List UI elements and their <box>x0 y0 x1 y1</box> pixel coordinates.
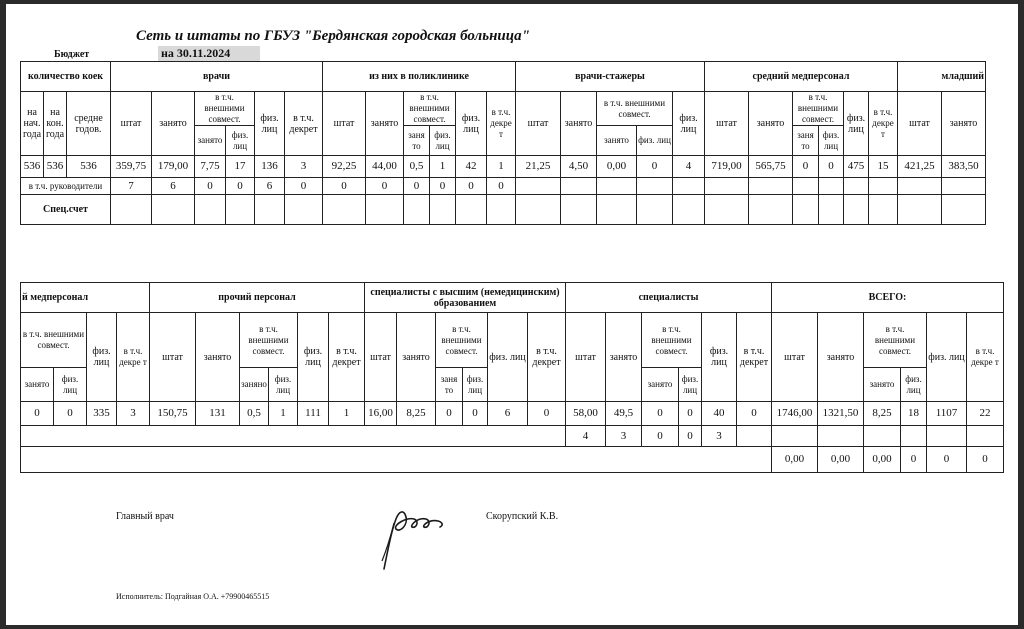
col-avg: средне годов. <box>67 92 111 156</box>
table-cell: 0 <box>793 156 819 178</box>
col-phys: физ. лиц <box>488 313 528 402</box>
col-phys: физ. лиц <box>463 368 488 402</box>
empty-cell <box>323 195 366 225</box>
table-cell: 6 <box>255 178 285 195</box>
empty-cell <box>898 178 942 195</box>
col-occupied: занято <box>21 368 54 402</box>
table-cell: 0 <box>637 156 673 178</box>
table-cell: 40 <box>702 402 737 426</box>
col-leave: в т.ч. декрет <box>528 313 566 402</box>
table-cell: 44,00 <box>366 156 404 178</box>
col-occupied: заня то <box>404 126 430 156</box>
table-cell: 0,5 <box>240 402 269 426</box>
table-cell: 4 <box>673 156 705 178</box>
empty-cell <box>942 178 986 195</box>
col-phys: физ. лиц <box>269 368 298 402</box>
table-cell: 1746,00 <box>772 402 818 426</box>
table-cell: 0 <box>642 426 679 447</box>
document-title: Сеть и штаты по ГБУЗ "Бердянская городская больница" <box>136 28 530 44</box>
table-cell: 0 <box>430 178 456 195</box>
table-cell: 3 <box>606 426 642 447</box>
col-incl-ext: в т.ч. внешними совмест. <box>597 92 673 126</box>
table-cell: 22 <box>967 402 1004 426</box>
col-at-end: на кон. года <box>44 92 67 156</box>
empty-cell <box>673 178 705 195</box>
empty-cell <box>901 426 927 447</box>
col-incl-ext: в т.ч. внешними совмест. <box>195 92 255 126</box>
table-row <box>21 178 986 195</box>
table-cell: 0 <box>285 178 323 195</box>
header-specialists: специалисты <box>566 283 772 313</box>
header-junior-cont: й медперсонал <box>21 283 150 313</box>
table-cell: 111 <box>298 402 329 426</box>
table-cell: 0 <box>737 402 772 426</box>
empty-cell <box>793 178 819 195</box>
table-cell: 536 <box>44 156 67 178</box>
table-cell: 475 <box>844 156 869 178</box>
table-cell: 0 <box>436 402 463 426</box>
table-cell: 3 <box>702 426 737 447</box>
col-occupied: заняно <box>240 368 269 402</box>
table-cell: 0,00 <box>818 447 864 473</box>
col-occupied: занято <box>864 368 901 402</box>
report-date: на 30.11.2024 <box>158 46 260 61</box>
table-cell: 179,00 <box>152 156 195 178</box>
col-occupied: занято <box>942 92 986 156</box>
table-cell: 1 <box>329 402 365 426</box>
table-row <box>21 447 1004 473</box>
col-occupied: занято <box>749 92 793 156</box>
table-cell: 0 <box>927 447 967 473</box>
table-row <box>21 156 986 178</box>
signature-icon <box>366 489 456 579</box>
table-cell: 536 <box>67 156 111 178</box>
empty-cell <box>818 426 864 447</box>
table-cell: 1 <box>487 156 516 178</box>
col-occupied: занято <box>597 126 637 156</box>
header-doctors: врачи <box>111 62 323 92</box>
col-occupied: занято <box>818 313 864 402</box>
table-cell: 1321,50 <box>818 402 864 426</box>
staffing-table-top <box>20 61 986 225</box>
col-phys: физ. лиц <box>702 313 737 402</box>
budget-label: Бюджет <box>54 49 90 60</box>
table-cell: 21,25 <box>516 156 561 178</box>
table-cell: 58,00 <box>566 402 606 426</box>
empty-cell <box>21 426 566 447</box>
empty-cell <box>152 195 195 225</box>
col-staff: штат <box>365 313 397 402</box>
col-phys: физ. лиц <box>679 368 702 402</box>
empty-cell <box>561 178 597 195</box>
empty-cell <box>597 178 637 195</box>
table-cell: 18 <box>901 402 927 426</box>
table-cell: 0,00 <box>772 447 818 473</box>
col-phys: физ. лиц <box>927 313 967 402</box>
empty-cell <box>864 426 901 447</box>
signer-name: Скорупский К.В. <box>486 511 559 522</box>
table-cell: 15 <box>869 156 898 178</box>
empty-cell <box>819 178 844 195</box>
empty-cell <box>366 195 404 225</box>
table-cell: 0 <box>679 402 702 426</box>
empty-cell <box>749 178 793 195</box>
empty-cell <box>487 195 516 225</box>
empty-cell <box>516 195 561 225</box>
empty-cell <box>516 178 561 195</box>
col-phys: физ. лиц <box>298 313 329 402</box>
col-occupied: заня то <box>793 126 819 156</box>
header-junior: младший <box>898 62 986 92</box>
col-phys: физ. лиц <box>87 313 117 402</box>
table-cell: 16,00 <box>365 402 397 426</box>
col-leave: в т.ч. декре т <box>967 313 1004 402</box>
empty-cell <box>793 195 819 225</box>
table-cell: 0 <box>323 178 366 195</box>
empty-cell <box>561 195 597 225</box>
col-occupied: занято <box>606 313 642 402</box>
empty-cell <box>597 195 637 225</box>
col-incl-ext: в т.ч. внешними совмест. <box>642 313 702 368</box>
table-cell: 4 <box>566 426 606 447</box>
table-cell: 1107 <box>927 402 967 426</box>
col-phys: физ. лиц <box>54 368 87 402</box>
empty-cell <box>226 195 255 225</box>
col-phys: физ. лиц <box>226 126 255 156</box>
table-cell: 0 <box>54 402 87 426</box>
col-occupied: занято <box>195 126 226 156</box>
table-cell: 0,00 <box>864 447 901 473</box>
empty-cell <box>21 447 772 473</box>
col-phys: физ. лиц <box>819 126 844 156</box>
col-incl-ext: в т.ч. внешними совмест. <box>864 313 927 368</box>
empty-cell <box>404 195 430 225</box>
col-phys: физ. лиц <box>637 126 673 156</box>
empty-cell <box>737 426 772 447</box>
col-occupied: занято <box>366 92 404 156</box>
col-incl-ext: в т.ч. внешними совмест. <box>404 92 456 126</box>
empty-cell <box>705 178 749 195</box>
table-cell: 0 <box>226 178 255 195</box>
empty-cell <box>942 195 986 225</box>
header-polyclinic: из них в поликлинике <box>323 62 516 92</box>
col-staff: штат <box>323 92 366 156</box>
table-cell: 0 <box>487 178 516 195</box>
col-occupied: занято <box>642 368 679 402</box>
col-occupied: занято <box>196 313 240 402</box>
table-cell: 0 <box>195 178 226 195</box>
col-phys: физ. лиц <box>430 126 456 156</box>
table-cell: 0 <box>528 402 566 426</box>
table-cell: 383,50 <box>942 156 986 178</box>
table-cell: 42 <box>456 156 487 178</box>
empty-cell <box>819 195 844 225</box>
col-incl-ext: в т.ч. внешними совмест. <box>436 313 488 368</box>
header-interns: врачи-стажеры <box>516 62 705 92</box>
col-occupied: занято <box>152 92 195 156</box>
table-cell: 8,25 <box>864 402 901 426</box>
table-cell: 0,00 <box>597 156 637 178</box>
table-cell: 1 <box>430 156 456 178</box>
table-cell: 719,00 <box>705 156 749 178</box>
empty-cell <box>898 195 942 225</box>
col-leave: в т.ч. декре т <box>117 313 150 402</box>
table-cell: 0 <box>463 402 488 426</box>
table-cell: 421,25 <box>898 156 942 178</box>
table-row <box>21 402 1004 426</box>
table-cell: 0 <box>642 402 679 426</box>
table-cell: 536 <box>21 156 44 178</box>
col-phys: физ. лиц <box>456 92 487 156</box>
table-cell: 131 <box>196 402 240 426</box>
col-occupied: заня то <box>436 368 463 402</box>
empty-cell <box>705 195 749 225</box>
table-cell: 0 <box>366 178 404 195</box>
empty-cell <box>869 195 898 225</box>
table-cell: 0 <box>967 447 1004 473</box>
table-cell: 0 <box>456 178 487 195</box>
empty-cell <box>285 195 323 225</box>
col-phys: физ. лиц <box>673 92 705 156</box>
col-staff: штат <box>772 313 818 402</box>
table-cell: 49,5 <box>606 402 642 426</box>
empty-cell <box>111 195 152 225</box>
chief-doctor-label: Главный врач <box>116 511 174 522</box>
header-specialists-higher: специалисты с высшим (немедицинским) образованием <box>365 283 566 313</box>
empty-cell <box>255 195 285 225</box>
document-sheet <box>6 4 1018 625</box>
col-leave: в т.ч. декре т <box>869 92 898 156</box>
table-cell: 92,25 <box>323 156 366 178</box>
table-cell: 6 <box>152 178 195 195</box>
empty-cell <box>772 426 818 447</box>
table-cell: 7 <box>111 178 152 195</box>
col-incl-ext: в т.ч. внешними совмест. <box>240 313 298 368</box>
col-leave: в т.ч. декрет <box>737 313 772 402</box>
table-cell: 359,75 <box>111 156 152 178</box>
table-cell: 136 <box>255 156 285 178</box>
empty-cell <box>637 178 673 195</box>
empty-cell <box>844 195 869 225</box>
row-label-spec-account: Спец.счет <box>21 195 111 225</box>
empty-cell <box>430 195 456 225</box>
table-cell: 0 <box>21 402 54 426</box>
col-occupied: занято <box>397 313 436 402</box>
header-other: прочий персонал <box>150 283 365 313</box>
col-phys: физ. лиц <box>844 92 869 156</box>
table-cell: 17 <box>226 156 255 178</box>
col-staff: штат <box>111 92 152 156</box>
col-staff: штат <box>898 92 942 156</box>
table-cell: 565,75 <box>749 156 793 178</box>
empty-cell <box>844 178 869 195</box>
empty-cell <box>637 195 673 225</box>
header-beds: количество коек <box>21 62 111 92</box>
table-cell: 0 <box>404 178 430 195</box>
table-cell: 8,25 <box>397 402 436 426</box>
table-cell: 0 <box>819 156 844 178</box>
col-phys: физ. лиц <box>901 368 927 402</box>
col-staff: штат <box>705 92 749 156</box>
table-cell: 0,5 <box>404 156 430 178</box>
header-nurses: средний медперсонал <box>705 62 898 92</box>
col-staff: штат <box>516 92 561 156</box>
empty-cell <box>869 178 898 195</box>
col-staff: штат <box>150 313 196 402</box>
col-at-start: на нач. года <box>21 92 44 156</box>
table-row <box>21 195 986 225</box>
empty-cell <box>195 195 226 225</box>
col-occupied: занято <box>561 92 597 156</box>
executor-contact: Исполнитель: Подгайная О.А. +79900465515 <box>116 592 270 601</box>
table-cell: 0 <box>679 426 702 447</box>
col-leave: в т.ч. декре т <box>487 92 516 156</box>
table-cell: 150,75 <box>150 402 196 426</box>
table-cell: 1 <box>269 402 298 426</box>
table-cell: 6 <box>488 402 528 426</box>
empty-cell <box>673 195 705 225</box>
table-cell: 0 <box>901 447 927 473</box>
col-leave: в т.ч. декрет <box>285 92 323 156</box>
empty-cell <box>749 195 793 225</box>
table-cell: 3 <box>117 402 150 426</box>
row-label-managers: в т.ч. руководители <box>21 178 111 195</box>
col-phys: физ. лиц <box>255 92 285 156</box>
col-leave: в т.ч. декрет <box>329 313 365 402</box>
table-cell: 7,75 <box>195 156 226 178</box>
table-cell: 4,50 <box>561 156 597 178</box>
col-incl-ext: в т.ч. внешними совмест. <box>793 92 844 126</box>
empty-cell <box>967 426 1004 447</box>
col-incl-ext: в т.ч. внешними совмест. <box>21 313 87 368</box>
empty-cell <box>927 426 967 447</box>
header-total: ВСЕГО: <box>772 283 1004 313</box>
col-staff: штат <box>566 313 606 402</box>
table-cell: 335 <box>87 402 117 426</box>
table-row <box>21 426 1004 447</box>
empty-cell <box>456 195 487 225</box>
staffing-table-bottom <box>20 282 1004 473</box>
table-cell: 3 <box>285 156 323 178</box>
